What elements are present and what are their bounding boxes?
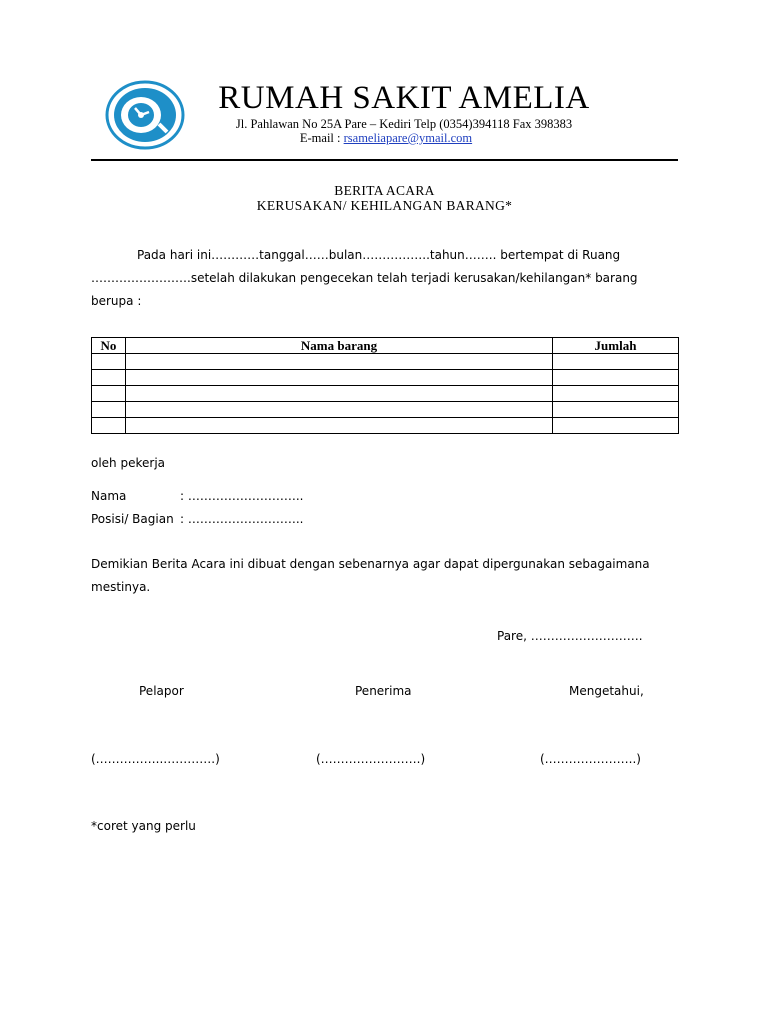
hospital-email-line [0, 131, 768, 146]
table-cell[interactable] [126, 354, 553, 370]
table-row [92, 354, 679, 370]
worker-heading: oleh pekerja [91, 456, 166, 470]
signature-blank-receiver: (…………………….) [316, 752, 426, 766]
signature-role-reporter: Pelapor [139, 684, 184, 698]
table-row [92, 402, 679, 418]
body-line-2: …………………….setelah dilakukan pengecekan telah terjadi kerusakan/kehilangan* barang [91, 271, 638, 285]
worker-name-label: Nama [91, 489, 127, 503]
closing-line-1: Demikian Berita Acara ini dibuat dengan sebenarnya agar dapat dipergunakan sebagaimana [91, 557, 650, 571]
hospital-address: Jl. Pahlawan No 25A Pare – Kediri Telp (0354)394118 Fax 398383 [235, 117, 573, 131]
body-line-3: berupa : [91, 294, 142, 308]
signature-role-receiver: Penerima [355, 684, 412, 698]
worker-position-label: Posisi/ Bagian [91, 512, 174, 526]
table-cell[interactable] [126, 418, 553, 434]
worker-name-value: : ……………………….. [180, 489, 304, 503]
table-header-row [92, 338, 679, 354]
header-divider [91, 159, 678, 161]
signature-blank-reporter: (……………..………….) [91, 752, 220, 766]
table-cell[interactable] [92, 354, 126, 370]
hospital-name: RUMAH SAKIT AMELIA [218, 80, 590, 116]
table-cell[interactable] [126, 402, 553, 418]
place-date: Pare, ………………………. [497, 629, 643, 643]
table-cell[interactable] [553, 370, 679, 386]
signature-blank-acknowledger: (…………………..) [540, 752, 641, 766]
table-cell[interactable] [553, 386, 679, 402]
table-cell[interactable] [553, 402, 679, 418]
header-quantity: Jumlah [553, 338, 679, 354]
email-label: E-mail : [299, 131, 344, 145]
footnote: *coret yang perlu [91, 819, 196, 833]
table-cell[interactable] [126, 386, 553, 402]
table-cell[interactable] [92, 370, 126, 386]
table-cell[interactable] [553, 418, 679, 434]
table-row [92, 386, 679, 402]
worker-position-value: : ……………………….. [180, 512, 304, 526]
document-subtitle: KERUSAKAN/ KEHILANGAN BARANG* [256, 198, 513, 213]
body-line-1: Pada hari ini…………tanggal……bulan……………..tahun…….. bertempat di Ruang [137, 248, 621, 262]
table-cell[interactable] [92, 418, 126, 434]
header-item-name: Nama barang [126, 338, 553, 354]
table-cell[interactable] [92, 386, 126, 402]
email-link[interactable]: rsameliapare@ymail.com [343, 131, 473, 145]
table-cell[interactable] [126, 370, 553, 386]
items-table [91, 337, 679, 434]
table-row [92, 418, 679, 434]
document-title: BERITA ACARA [334, 183, 435, 198]
header-no: No [92, 338, 126, 354]
signature-role-acknowledger: Mengetahui, [569, 684, 644, 698]
table-row [92, 370, 679, 386]
table-cell[interactable] [553, 354, 679, 370]
closing-line-2: mestinya. [91, 580, 151, 594]
table-cell[interactable] [92, 402, 126, 418]
